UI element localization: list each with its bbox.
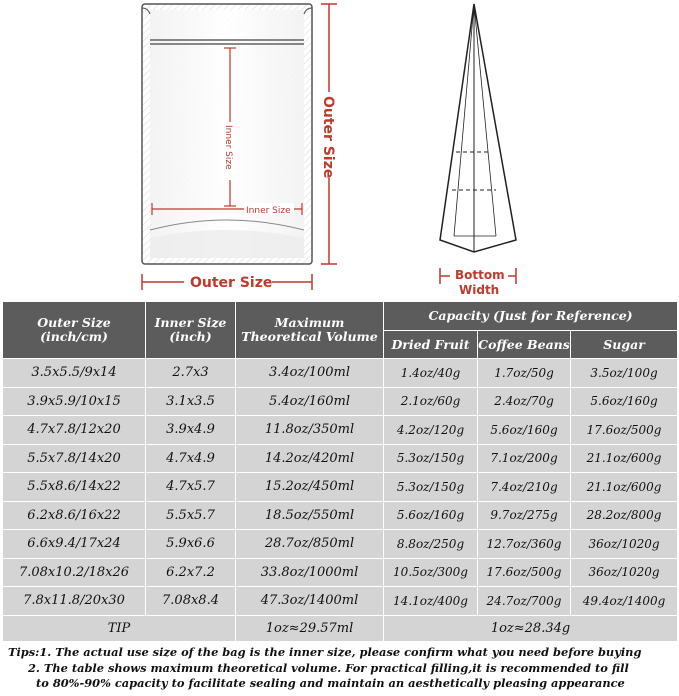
cell-dried-fruit: 5.6oz/160g [384, 501, 478, 530]
cell-dried-fruit: 5.3oz/150g [384, 473, 478, 502]
cell-inner: 3.9x4.9 [146, 416, 236, 445]
cell-coffee-beans: 5.6oz/160g [478, 416, 571, 445]
cell-outer: 7.8x11.8/20x30 [3, 587, 146, 616]
header-capacity: Capacity (Just for Reference) [384, 302, 678, 331]
tips-line-1: Tips:1. The actual use size of the bag is the inner size, please confirm what you need before buying [8, 645, 642, 659]
cell-volume: 28.7oz/850ml [236, 530, 384, 559]
bag-side-view [440, 4, 516, 252]
cell-coffee-beans: 9.7oz/275g [478, 501, 571, 530]
cell-inner: 5.9x6.6 [146, 530, 236, 559]
cell-sugar: 36oz/1020g [571, 558, 678, 587]
cell-outer: 7.08x10.2/18x26 [3, 558, 146, 587]
cell-coffee-beans: 7.4oz/210g [478, 473, 571, 502]
table-row [3, 530, 678, 559]
header-inner-size-line2: (inch) [169, 329, 212, 344]
cell-volume: 3.4oz/100ml [236, 359, 384, 388]
table-row [3, 387, 678, 416]
table-row [3, 444, 678, 473]
cell-outer: 5.5x7.8/14x20 [3, 444, 146, 473]
table-row [3, 501, 678, 530]
tips-note [8, 645, 676, 692]
bag-diagram-svg [0, 0, 679, 300]
tips-line-2: 2. The table shows maximum theoretical volume. For practical filling,it is recommended to fill [28, 660, 629, 675]
inner-size-vertical-label: Inner Size [223, 125, 233, 170]
cell-volume: 33.8oz/1000ml [236, 558, 384, 587]
header-max-volume-line1: Maximum [274, 315, 345, 330]
tip-volume-conversion: 1oz≈29.57ml [236, 615, 384, 641]
bottom-width-label-line2: Width [459, 283, 500, 297]
cell-dried-fruit: 5.3oz/150g [384, 444, 478, 473]
cell-outer: 3.5x5.5/9x14 [3, 359, 146, 388]
cell-inner: 2.7x3 [146, 359, 236, 388]
cell-volume: 11.8oz/350ml [236, 416, 384, 445]
cell-coffee-beans: 2.4oz/70g [478, 387, 571, 416]
cell-inner: 3.1x3.5 [146, 387, 236, 416]
cell-volume: 18.5oz/550ml [236, 501, 384, 530]
cell-sugar: 21.1oz/600g [571, 444, 678, 473]
cell-coffee-beans: 17.6oz/500g [478, 558, 571, 587]
cell-dried-fruit: 10.5oz/300g [384, 558, 478, 587]
cell-dried-fruit: 2.1oz/60g [384, 387, 478, 416]
cell-sugar: 36oz/1020g [571, 530, 678, 559]
header-outer-size-line1: Outer Size [37, 315, 111, 330]
outer-size-horizontal-label: Outer Size [190, 275, 273, 291]
cell-volume: 47.3oz/1400ml [236, 587, 384, 616]
cell-outer: 5.5x8.6/14x22 [3, 473, 146, 502]
tip-label: TIP [3, 615, 236, 641]
cell-coffee-beans: 24.7oz/700g [478, 587, 571, 616]
header-inner-size-line1: Inner Size [154, 315, 227, 330]
cell-outer: 6.6x9.4/17x24 [3, 530, 146, 559]
cell-sugar: 49.4oz/1400g [571, 587, 678, 616]
header-coffee-beans: Coffee Beans [478, 331, 571, 359]
tip-weight-conversion: 1oz≈28.34g [384, 615, 678, 641]
size-capacity-table [2, 301, 678, 642]
cell-sugar: 17.6oz/500g [571, 416, 678, 445]
header-dried-fruit: Dried Fruit [384, 331, 478, 359]
bottom-width-label-line1: Bottom [455, 268, 505, 282]
header-inner-size [146, 302, 236, 359]
cell-sugar: 21.1oz/600g [571, 473, 678, 502]
table-row [3, 416, 678, 445]
cell-volume: 5.4oz/160ml [236, 387, 384, 416]
table-body [3, 359, 678, 642]
header-max-volume-line2: Theoretical Volume [241, 329, 378, 344]
cell-inner: 7.08x8.4 [146, 587, 236, 616]
header-outer-size-line2: (inch/cm) [40, 329, 108, 344]
cell-outer: 6.2x8.6/16x22 [3, 501, 146, 530]
table-row [3, 587, 678, 616]
header-outer-size [3, 302, 146, 359]
cell-dried-fruit: 14.1oz/400g [384, 587, 478, 616]
cell-inner: 6.2x7.2 [146, 558, 236, 587]
outer-size-vertical-label: Outer Size [320, 96, 336, 179]
cell-outer: 4.7x7.8/12x20 [3, 416, 146, 445]
table-row [3, 359, 678, 388]
header-sugar: Sugar [571, 331, 678, 359]
cell-dried-fruit: 4.2oz/120g [384, 416, 478, 445]
tip-row [3, 615, 678, 641]
table-row [3, 558, 678, 587]
cell-volume: 14.2oz/420ml [236, 444, 384, 473]
cell-sugar: 5.6oz/160g [571, 387, 678, 416]
inner-size-horizontal-label: Inner Size [246, 206, 291, 216]
header-max-volume [236, 302, 384, 359]
cell-inner: 5.5x5.7 [146, 501, 236, 530]
tips-line-3: to 80%-90% capacity to facilitate sealing and maintain an aesthetically pleasing appearance [36, 676, 625, 690]
table-row [3, 473, 678, 502]
cell-coffee-beans: 12.7oz/360g [478, 530, 571, 559]
cell-coffee-beans: 7.1oz/200g [478, 444, 571, 473]
cell-outer: 3.9x5.9/10x15 [3, 387, 146, 416]
cell-sugar: 3.5oz/100g [571, 359, 678, 388]
cell-dried-fruit: 1.4oz/40g [384, 359, 478, 388]
cell-volume: 15.2oz/450ml [236, 473, 384, 502]
cell-inner: 4.7x5.7 [146, 473, 236, 502]
cell-sugar: 28.2oz/800g [571, 501, 678, 530]
cell-inner: 4.7x4.9 [146, 444, 236, 473]
cell-coffee-beans: 1.7oz/50g [478, 359, 571, 388]
cell-dried-fruit: 8.8oz/250g [384, 530, 478, 559]
bag-diagram [0, 0, 679, 300]
